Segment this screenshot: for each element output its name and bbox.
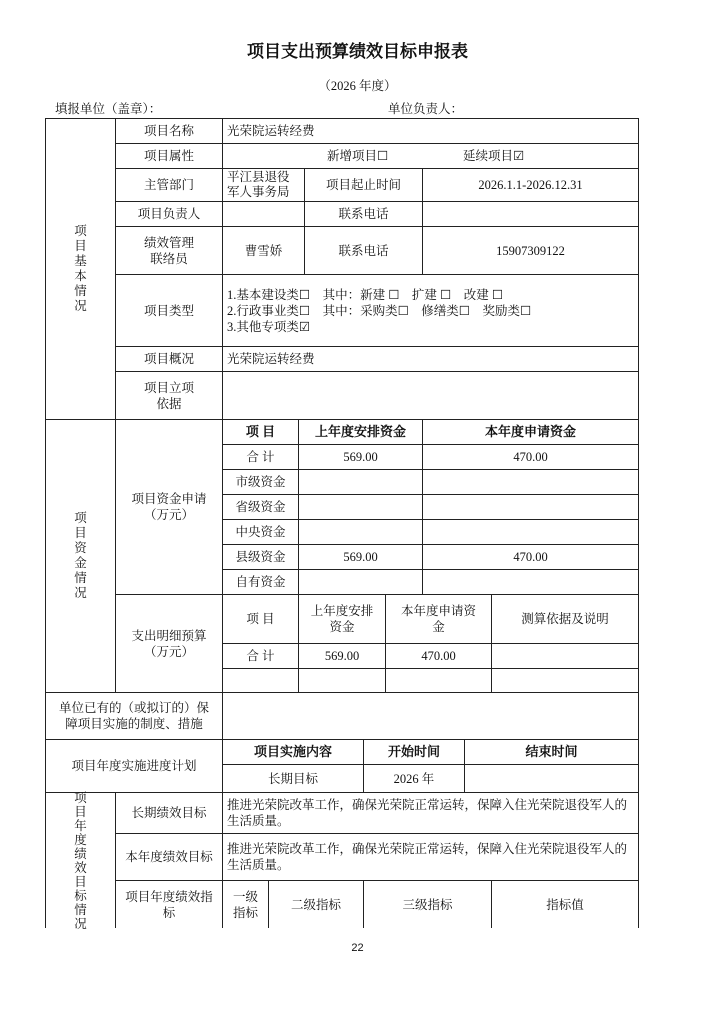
section-funds xyxy=(45,419,116,693)
contact-phone-label: 联系电话 xyxy=(304,226,423,275)
leader-label: 单位负责人： xyxy=(388,102,464,116)
basis-label: 项目立项依据 xyxy=(115,371,223,420)
funds-row-curr: 470.00 xyxy=(422,544,639,570)
contact-phone-value: 15907309122 xyxy=(422,226,639,275)
attr-value xyxy=(222,143,639,169)
section-goals-label: 项目年度绩效目标情况 xyxy=(74,790,87,931)
dept-label: 主管部门 xyxy=(115,168,223,202)
schedule-end xyxy=(464,764,639,793)
attr-new[interactable]: 新增项目☐ xyxy=(327,149,389,163)
attr-cont[interactable]: 延续项目☑ xyxy=(463,149,525,163)
detail-header-note: 测算依据及说明 xyxy=(491,594,639,644)
contact-label: 绩效管理联络员 xyxy=(115,226,223,275)
indicator-label: 项目年度绩效指标 xyxy=(115,880,223,928)
funds-row-item: 县级资金 xyxy=(222,544,299,570)
detail-empty-cell xyxy=(298,668,386,693)
detail-header-item: 项 目 xyxy=(222,594,299,644)
funds-row-item: 自有资金 xyxy=(222,569,299,595)
type-label: 项目类型 xyxy=(115,274,223,347)
funds-row-item: 省级资金 xyxy=(222,494,299,520)
detail-total-note xyxy=(491,643,639,669)
attr-label: 项目属性 xyxy=(115,143,223,169)
funds-row-curr xyxy=(422,469,639,495)
detail-label: 支出明细预算（万元） xyxy=(115,594,223,693)
funds-row-prev xyxy=(298,569,423,595)
detail-empty-cell xyxy=(222,668,299,693)
schedule-header-content: 项目实施内容 xyxy=(222,739,364,765)
funds-row-curr xyxy=(422,494,639,520)
leader-label: 项目负责人 xyxy=(115,201,223,227)
indicator-header-l2: 二级指标 xyxy=(268,880,364,928)
apply-label: 项目资金申请（万元） xyxy=(115,419,223,595)
detail-header-curr: 本年度申请资金 xyxy=(385,594,492,644)
detail-empty-cell xyxy=(491,668,639,693)
schedule-label: 项目年度实施进度计划 xyxy=(45,739,223,793)
funds-header-item: 项 目 xyxy=(222,419,299,445)
funds-row-item: 中央资金 xyxy=(222,519,299,545)
funds-header-prev: 上年度安排资金 xyxy=(298,419,423,445)
period-value: 2026.1.1-2026.12.31 xyxy=(422,168,639,202)
indicator-header-l3: 三级指标 xyxy=(363,880,492,928)
funds-row-prev: 569.00 xyxy=(298,544,423,570)
period-label: 项目起止时间 xyxy=(304,168,423,202)
measures-value xyxy=(222,692,639,740)
detail-header-prev: 上年度安排资金 xyxy=(298,594,386,644)
page-title: 项目支出预算绩效目标申报表 xyxy=(247,42,468,61)
detail-total-prev: 569.00 xyxy=(298,643,386,669)
type-line-1[interactable]: 1.基本建设类☐ 其中：新建 ☐ 扩建 ☐ 改建 ☐ xyxy=(227,287,504,302)
funds-row-item: 市级资金 xyxy=(222,469,299,495)
indicator-header-l1: 一级指标 xyxy=(222,880,269,928)
phone-label: 联系电话 xyxy=(304,201,423,227)
schedule-header-end: 结束时间 xyxy=(464,739,639,765)
name-label: 项目名称 xyxy=(115,118,223,144)
detail-empty-cell xyxy=(385,668,492,693)
schedule-header-start: 开始时间 xyxy=(363,739,465,765)
long-goal-label: 长期绩效目标 xyxy=(115,792,223,834)
funds-row-prev: 569.00 xyxy=(298,444,423,470)
long-goal-value: 推进光荣院改革工作，确保光荣院正常运转，保障入住光荣院退役军人的生活质量。 xyxy=(222,792,639,834)
funds-row-prev xyxy=(298,494,423,520)
detail-total-curr: 470.00 xyxy=(385,643,492,669)
contact-value: 曹雪娇 xyxy=(222,226,305,275)
type-line-2[interactable]: 2.行政事业类☐ 其中：采购类☐ 修缮类☐ 奖励类☐ xyxy=(227,303,532,318)
overview-value: 光荣院运转经费 xyxy=(222,346,639,372)
funds-header-curr: 本年度申请资金 xyxy=(422,419,639,445)
type-value xyxy=(222,274,639,347)
name-value: 光荣院运转经费 xyxy=(222,118,639,144)
page-number: 22 xyxy=(351,942,364,954)
section-basic xyxy=(45,118,116,420)
measures-label: 单位已有的（或拟订的）保障项目实施的制度、措施 xyxy=(45,692,223,740)
type-line-3[interactable]: 3.其他专项类☑ xyxy=(227,319,311,334)
funds-row-curr: 470.00 xyxy=(422,444,639,470)
funds-row-curr xyxy=(422,569,639,595)
detail-total-item: 合 计 xyxy=(222,643,299,669)
section-funds-label: 项目资金情况 xyxy=(74,511,87,600)
unit-label: 填报单位（盖章）： xyxy=(55,102,162,116)
basis-value xyxy=(222,371,639,420)
leader-value xyxy=(222,201,305,227)
funds-row-curr xyxy=(422,519,639,545)
indicator-header-value: 指标值 xyxy=(491,880,639,928)
report-year: （2026 年度） xyxy=(318,79,397,93)
dept-value: 平江县退役军人事务局 xyxy=(222,168,305,202)
overview-label: 项目概况 xyxy=(115,346,223,372)
year-goal-label: 本年度绩效目标 xyxy=(115,833,223,881)
funds-row-prev xyxy=(298,519,423,545)
funds-row-item: 合 计 xyxy=(222,444,299,470)
schedule-content: 长期目标 xyxy=(222,764,364,793)
section-basic-label: 项目基本情况 xyxy=(74,224,87,313)
phone-value xyxy=(422,201,639,227)
schedule-start: 2026 年 xyxy=(363,764,465,793)
year-goal-value: 推进光荣院改革工作，确保光荣院正常运转，保障入住光荣院退役军人的生活质量。 xyxy=(222,833,639,881)
section-goals xyxy=(45,790,116,931)
funds-row-prev xyxy=(298,469,423,495)
